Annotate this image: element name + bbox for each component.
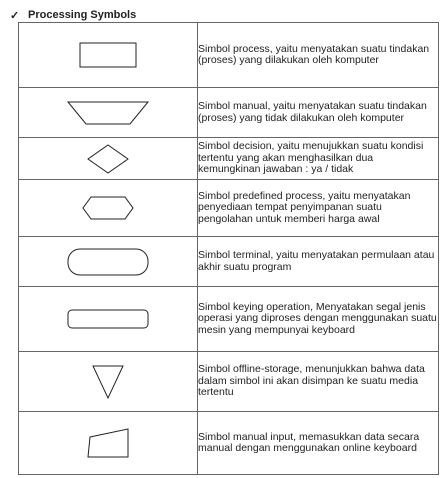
table-row: [19, 352, 439, 412]
table-row: [19, 138, 439, 180]
shape-cell: [19, 352, 198, 412]
symbol-description: Simbol manual input, memasukkan data secara manual dengan menggunakan online keyboard: [198, 412, 439, 475]
shape-cell: [19, 23, 198, 88]
predefined-hexagon-icon: [81, 195, 135, 221]
symbol-description: Simbol predefined process, yaitu menyatakan penyediaan tempat penyimpanan suatu pengolahan untuk memberi harga awal: [198, 180, 439, 237]
table-row: [19, 287, 439, 352]
shape-cell: [19, 180, 198, 237]
symbol-description: Simbol process, yaitu menyatakan suatu tindakan (proses) yang dilakukan oleh komputer: [198, 23, 439, 88]
section-title: Processing Symbols: [28, 9, 137, 21]
shape-cell: [19, 412, 198, 475]
table-row: [19, 88, 439, 138]
process-rectangle-icon: [78, 40, 138, 70]
shape-cell: [19, 287, 198, 352]
decision-diamond-icon: [86, 143, 130, 175]
symbol-description: Simbol manual, yaitu menyatakan suatu tindakan (proses) yang tidak dilakukan oleh komputer: [198, 88, 439, 138]
shape-cell: [19, 237, 198, 287]
symbol-description: Simbol keying operation, Menyatakan segal jenis operasi yang diproses dengan menggunakan suatu mesin yang mempunyai keyboard: [198, 287, 439, 352]
table-row: [19, 180, 439, 237]
manual-trapezoid-icon: [66, 100, 150, 126]
symbol-description: Simbol terminal, yaitu menyatakan permulaan atau akhir suatu program: [198, 237, 439, 287]
shape-cell: [19, 88, 198, 138]
symbols-table: [18, 22, 439, 475]
keying-operation-icon: [66, 308, 150, 330]
offline-storage-triangle-icon: [91, 364, 125, 400]
symbol-description: Simbol decision, yaitu menujukkan suatu kondisi tertentu yang akan menghasilkan dua kemungkinan jawaban : ya / tidak: [198, 138, 439, 180]
symbol-description: Simbol offline-storage, menunjukkan bahwa data dalam simbol ini akan disimpan ke suatu media tertentu: [198, 352, 439, 412]
table-row: [19, 237, 439, 287]
table-row: [19, 23, 439, 88]
terminal-rounded-icon: [66, 247, 150, 277]
table-row: [19, 412, 439, 475]
shape-cell: [19, 138, 198, 180]
manual-input-icon: [84, 427, 132, 459]
checkmark-icon: ✓: [10, 9, 20, 22]
